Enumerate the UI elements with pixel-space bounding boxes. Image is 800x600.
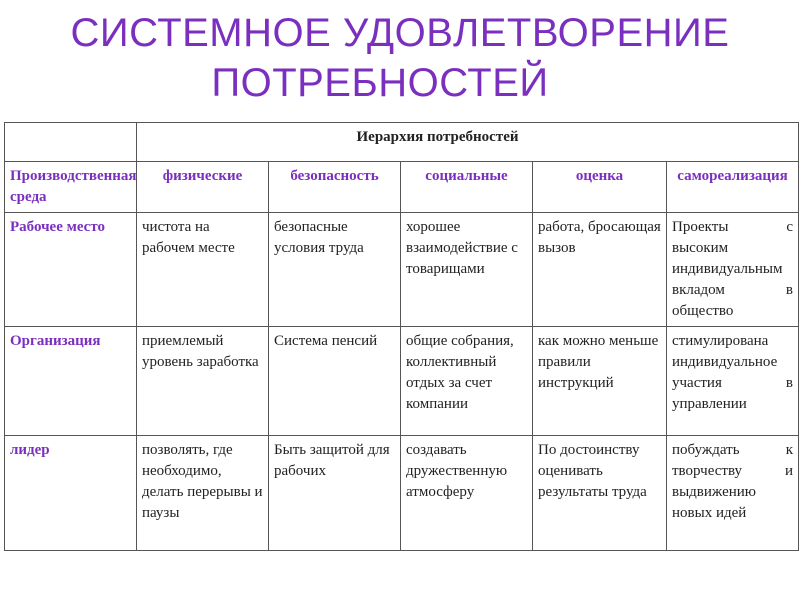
table-cell: чистота на рабочем месте [137, 213, 269, 327]
table-cell: Проекты с высоким индивидуальным вкладом в общество [667, 213, 799, 327]
row-label-header: Производственная среда [5, 162, 137, 213]
needs-table [4, 122, 799, 551]
table-row [5, 436, 799, 551]
table-cell: стимулирована индивидуальное участия в управлении [667, 327, 799, 436]
table-cell: По достоинству оценивать результаты труда [533, 436, 667, 551]
table-corner-cell [5, 123, 137, 162]
row-label: Рабочее место [5, 213, 137, 327]
column-header: самореализация [667, 162, 799, 213]
title-line-2: ПОТРЕБНОСТЕЙ [211, 61, 549, 105]
table-cell: Система пенсий [269, 327, 401, 436]
column-header: социальные [401, 162, 533, 213]
table-cell: хорошее взаимодействие с товарищами [401, 213, 533, 327]
table-cell: Быть защитой для рабочих [269, 436, 401, 551]
table-cell: побуждать к творчеству и выдвижению новых идей [667, 436, 799, 551]
table-cell: работа, бросающая вызов [533, 213, 667, 327]
row-label: Организация [5, 327, 137, 436]
column-header: физические [137, 162, 269, 213]
group-header [137, 123, 799, 162]
row-label: лидер [5, 436, 137, 551]
table-row [5, 213, 799, 327]
table-cell: безопасные условия труда [269, 213, 401, 327]
table-cell: общие собрания, коллективный отдых за счет компании [401, 327, 533, 436]
table-cell: позволять, где необходимо, делать перерывы и паузы [137, 436, 269, 551]
table-cell: создавать дружественную атмосферу [401, 436, 533, 551]
table-cell: приемлемый уровень заработка [137, 327, 269, 436]
group-header-label: Иерархия потребностей [356, 129, 519, 145]
table-cell: как можно меньше правили инструкций [533, 327, 667, 436]
table-row [5, 327, 799, 436]
column-header: безопасность [269, 162, 401, 213]
column-header: оценка [533, 162, 667, 213]
title-line-1: СИСТЕМНОЕ УДОВЛЕТВОРЕНИЕ [70, 11, 730, 55]
page-title [0, 8, 800, 108]
